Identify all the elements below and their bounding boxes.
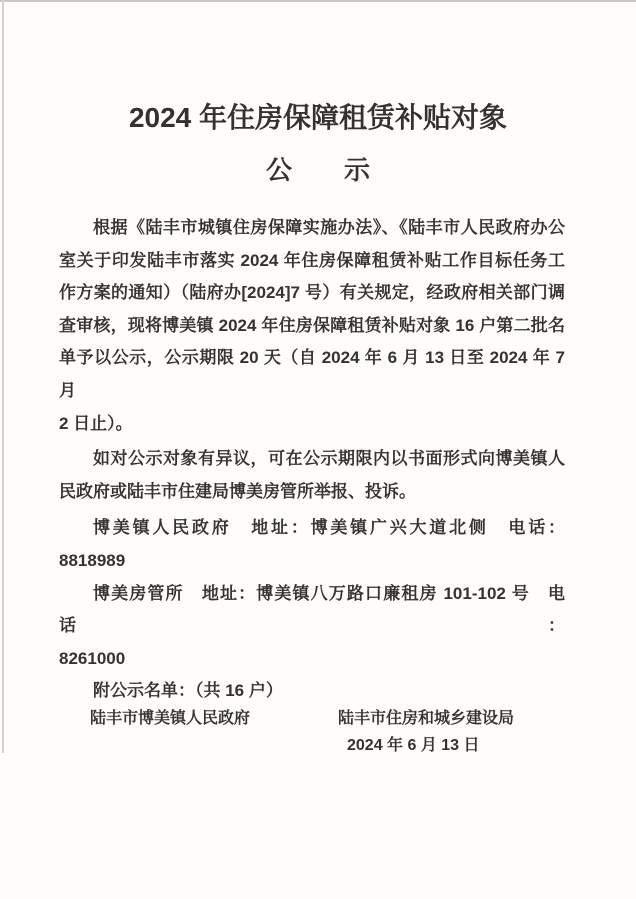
body-line: 单予以公示，公示期限 20 天（自 2024 年 6 月 13 日至 2024 年 7 月 [59, 348, 565, 400]
contact-government [59, 512, 565, 577]
signature-housing-bureau: 陆丰市住房和城乡建设局 [338, 710, 515, 727]
body-line: 2 日止）。 [59, 413, 133, 433]
contact-line: 博美房管所 地址：博美镇八万路口廉租房 101-102 号 电话： [59, 583, 565, 636]
attachment-note: 附公示名单：（共 16 户） [93, 681, 283, 701]
attachment-note-row [59, 675, 565, 708]
paragraph-objection [59, 443, 565, 508]
contact-housing-office [59, 578, 565, 676]
contact-phone: 8818989 [59, 550, 126, 570]
body-line: 民政府或陆丰市住建局博美房管所举报、投诉。 [59, 481, 416, 501]
contact-phone: 8261000 [59, 648, 126, 668]
body-line: 查审核，现将博美镇 2024 年住房保障租赁补贴对象 16 户第二批名 [59, 315, 565, 335]
contact-line: 博美镇人民政府 地址：博美镇广兴大道北侧 电话： [93, 518, 565, 538]
body-line: 根据《陆丰市城镇住房保障实施办法》、《陆丰市人民政府办公 [93, 218, 565, 237]
body-line: 室关于印发陆丰市落实 2024 年住房保障租赁补贴工作目标任务工 [59, 250, 565, 270]
page-title: 2024 年住房保障租赁补贴对象 [128, 102, 508, 133]
signature-date: 2024 年 6 月 13 日 [347, 737, 480, 754]
body-line: 如对公示对象有异议，可在公示期限内以书面形式向博美镇人 [93, 449, 565, 469]
paragraph-basis [59, 212, 565, 440]
notice-body [59, 212, 565, 708]
signature-town-government: 陆丰市博美镇人民政府 [90, 710, 251, 727]
scan-edge-top [0, 0, 636, 2]
body-line: 作方案的通知）（陆府办[2024]7 号）有关规定，经政府相关部门调 [59, 283, 565, 303]
page-subtitle: 公 示 [265, 155, 370, 185]
